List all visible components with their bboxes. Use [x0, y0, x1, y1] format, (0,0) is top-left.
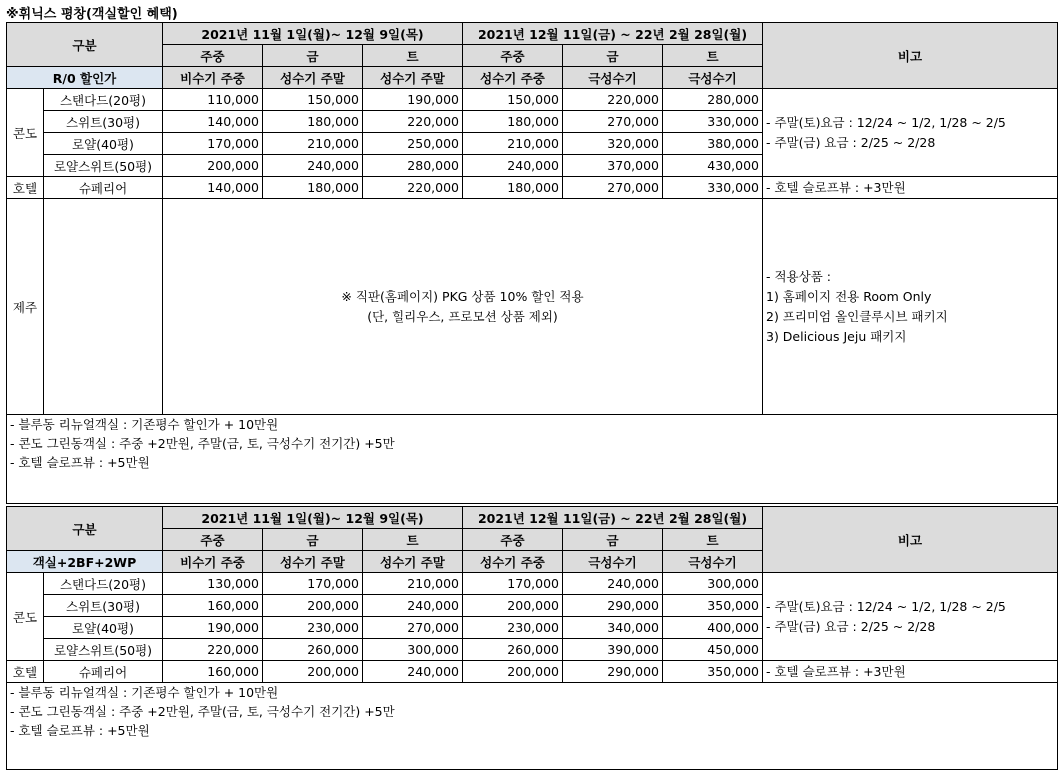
day-header: 트 — [663, 529, 763, 551]
table-row — [7, 661, 1058, 683]
price-cell: 200,000 — [163, 155, 263, 177]
day-header: 금 — [263, 529, 363, 551]
jeju-label: 제주 — [7, 199, 44, 415]
note-line: - 주말(금) 요금 : 2/25 ~ 2/28 — [766, 134, 936, 150]
price-cell: 150,000 — [463, 89, 563, 111]
room-name: 슈페리어 — [44, 661, 163, 683]
price-cell: 300,000 — [363, 639, 463, 661]
note-line: - 주말(토)요금 : 12/24 ~ 1/2, 1/28 ~ 2/5 — [766, 598, 1006, 614]
day-header: 트 — [663, 45, 763, 67]
season-header: 극성수기 — [563, 551, 663, 573]
footer-notes — [7, 683, 1058, 770]
season-header: 성수기 주말 — [363, 551, 463, 573]
price-cell: 140,000 — [163, 111, 263, 133]
jeju-discount-line: (단, 힐리우스, 프로모션 상품 제외) — [367, 308, 558, 324]
price-cell: 390,000 — [563, 639, 663, 661]
price-cell: 280,000 — [663, 89, 763, 111]
day-header: 주중 — [463, 529, 563, 551]
period-1-header: 2021년 11월 1일(월)~ 12월 9일(목) — [163, 507, 463, 529]
page-title: ※휘닉스 평창(객실할인 혜택) — [6, 7, 178, 22]
price-cell: 210,000 — [263, 133, 363, 155]
day-header: 주중 — [463, 45, 563, 67]
price-cell: 210,000 — [363, 573, 463, 595]
price-cell: 230,000 — [463, 617, 563, 639]
hotel-label: 호텔 — [7, 177, 44, 199]
price-cell: 300,000 — [663, 573, 763, 595]
jeju-note — [763, 199, 1058, 415]
note-line: 3) Delicious Jeju 패키지 — [766, 328, 907, 344]
price-cell: 220,000 — [363, 111, 463, 133]
room-name: 슈페리어 — [44, 177, 163, 199]
note-line: 2) 프리미엄 올인클루시브 패키지 — [766, 308, 948, 324]
price-cell: 140,000 — [163, 177, 263, 199]
price-cell: 290,000 — [563, 661, 663, 683]
note-line: - 주말(토)요금 : 12/24 ~ 1/2, 1/28 ~ 2/5 — [766, 114, 1006, 130]
price-cell: 220,000 — [563, 89, 663, 111]
price-cell: 280,000 — [363, 155, 463, 177]
footer-line: - 호텔 슬로프뷰 : +5만원 — [10, 723, 150, 738]
price-cell: 240,000 — [263, 155, 363, 177]
price-cell: 200,000 — [263, 595, 363, 617]
season-header: 성수기 주중 — [463, 67, 563, 89]
day-header: 주중 — [163, 45, 263, 67]
price-cell: 180,000 — [263, 111, 363, 133]
season-header: 성수기 주말 — [263, 551, 363, 573]
remark-header: 비고 — [763, 507, 1058, 573]
table-row — [7, 89, 1058, 111]
season-header: 극성수기 — [663, 551, 763, 573]
note-line: - 적용상품 : — [766, 268, 831, 284]
price-cell: 430,000 — [663, 155, 763, 177]
season-header: 비수기 주중 — [163, 551, 263, 573]
price-cell: 260,000 — [463, 639, 563, 661]
price-cell: 450,000 — [663, 639, 763, 661]
day-header: 트 — [363, 529, 463, 551]
footer-line: - 호텔 슬로프뷰 : +5만원 — [10, 455, 150, 470]
day-header: 금 — [563, 529, 663, 551]
jeju-discount — [163, 199, 763, 415]
note-line: 1) 홈페이지 전용 Room Only — [766, 288, 932, 304]
price-cell: 130,000 — [163, 573, 263, 595]
period-1-header: 2021년 11월 1일(월)~ 12월 9일(목) — [163, 23, 463, 45]
season-header: 비수기 주중 — [163, 67, 263, 89]
price-cell: 380,000 — [663, 133, 763, 155]
price-cell: 340,000 — [563, 617, 663, 639]
period-2-header: 2021년 12월 11일(금) ~ 22년 2월 28일(월) — [463, 23, 763, 45]
price-cell: 270,000 — [363, 617, 463, 639]
price-cell: 190,000 — [163, 617, 263, 639]
hotel-note: - 호텔 슬로프뷰 : +3만원 — [763, 177, 1058, 199]
hotel-label: 호텔 — [7, 661, 44, 683]
season-header: 성수기 주말 — [363, 67, 463, 89]
table-row — [7, 177, 1058, 199]
price-cell: 330,000 — [663, 177, 763, 199]
room-name: 로얄(40평) — [44, 133, 163, 155]
price-cell: 240,000 — [463, 155, 563, 177]
condo-label: 콘도 — [7, 89, 44, 177]
room-name: 로얄(40평) — [44, 617, 163, 639]
price-cell: 240,000 — [363, 595, 463, 617]
day-header: 트 — [363, 45, 463, 67]
footer-line: - 콘도 그린동객실 : 주중 +2만원, 주말(금, 토, 극성수기 전기간) +5만 — [10, 436, 395, 451]
room-name: 스탠다드(20평) — [44, 89, 163, 111]
jeju-empty-cell — [44, 199, 163, 415]
price-cell: 350,000 — [663, 595, 763, 617]
price-cell: 240,000 — [363, 661, 463, 683]
condo-note — [763, 573, 1058, 661]
price-cell: 320,000 — [563, 133, 663, 155]
remark-header: 비고 — [763, 23, 1058, 89]
price-cell: 170,000 — [263, 573, 363, 595]
price-cell: 270,000 — [563, 111, 663, 133]
day-header: 금 — [263, 45, 363, 67]
price-cell: 290,000 — [563, 595, 663, 617]
price-cell: 160,000 — [163, 661, 263, 683]
room-name: 로얄스위트(50평) — [44, 155, 163, 177]
price-cell: 230,000 — [263, 617, 363, 639]
price-cell: 180,000 — [263, 177, 363, 199]
condo-note — [763, 89, 1058, 177]
price-cell: 170,000 — [463, 573, 563, 595]
footer-line: - 블루동 리뉴얼객실 : 기존평수 할인가 + 10만원 — [10, 685, 279, 700]
season-header: 극성수기 — [563, 67, 663, 89]
season-header: 성수기 주중 — [463, 551, 563, 573]
rate-table-1 — [6, 22, 1058, 504]
price-cell: 240,000 — [563, 573, 663, 595]
jeju-row — [7, 199, 1058, 415]
gubun-header: 구분 — [7, 23, 163, 67]
price-cell: 350,000 — [663, 661, 763, 683]
footer-notes — [7, 415, 1058, 504]
price-cell: 400,000 — [663, 617, 763, 639]
footer-line: - 블루동 리뉴얼객실 : 기존평수 할인가 + 10만원 — [10, 417, 279, 432]
price-cell: 180,000 — [463, 177, 563, 199]
jeju-discount-line: ※ 직판(홈페이지) PKG 상품 10% 할인 적용 — [341, 288, 584, 304]
room-name: 로얄스위트(50평) — [44, 639, 163, 661]
price-cell: 370,000 — [563, 155, 663, 177]
price-cell: 200,000 — [263, 661, 363, 683]
price-cell: 330,000 — [663, 111, 763, 133]
period-2-header: 2021년 12월 11일(금) ~ 22년 2월 28일(월) — [463, 507, 763, 529]
rate-label: 객실+2BF+2WP — [7, 551, 163, 573]
gubun-header: 구분 — [7, 507, 163, 551]
season-header: 성수기 주말 — [263, 67, 363, 89]
price-cell: 190,000 — [363, 89, 463, 111]
price-cell: 270,000 — [563, 177, 663, 199]
table-row — [7, 573, 1058, 595]
hotel-note: - 호텔 슬로프뷰 : +3만원 — [763, 661, 1058, 683]
price-cell: 250,000 — [363, 133, 463, 155]
price-cell: 260,000 — [263, 639, 363, 661]
price-cell: 160,000 — [163, 595, 263, 617]
day-header: 주중 — [163, 529, 263, 551]
room-name: 스위트(30평) — [44, 111, 163, 133]
price-cell: 200,000 — [463, 661, 563, 683]
condo-label: 콘도 — [7, 573, 44, 661]
price-cell: 110,000 — [163, 89, 263, 111]
price-cell: 200,000 — [463, 595, 563, 617]
rate-label: R/0 할인가 — [7, 67, 163, 89]
price-cell: 180,000 — [463, 111, 563, 133]
price-cell: 150,000 — [263, 89, 363, 111]
price-cell: 170,000 — [163, 133, 263, 155]
day-header: 금 — [563, 45, 663, 67]
price-cell: 210,000 — [463, 133, 563, 155]
price-cell: 220,000 — [163, 639, 263, 661]
rate-table-2 — [6, 506, 1058, 770]
room-name: 스위트(30평) — [44, 595, 163, 617]
season-header: 극성수기 — [663, 67, 763, 89]
price-cell: 220,000 — [363, 177, 463, 199]
footer-line: - 콘도 그린동객실 : 주중 +2만원, 주말(금, 토, 극성수기 전기간) +5만 — [10, 704, 395, 719]
room-name: 스탠다드(20평) — [44, 573, 163, 595]
note-line: - 주말(금) 요금 : 2/25 ~ 2/28 — [766, 618, 936, 634]
